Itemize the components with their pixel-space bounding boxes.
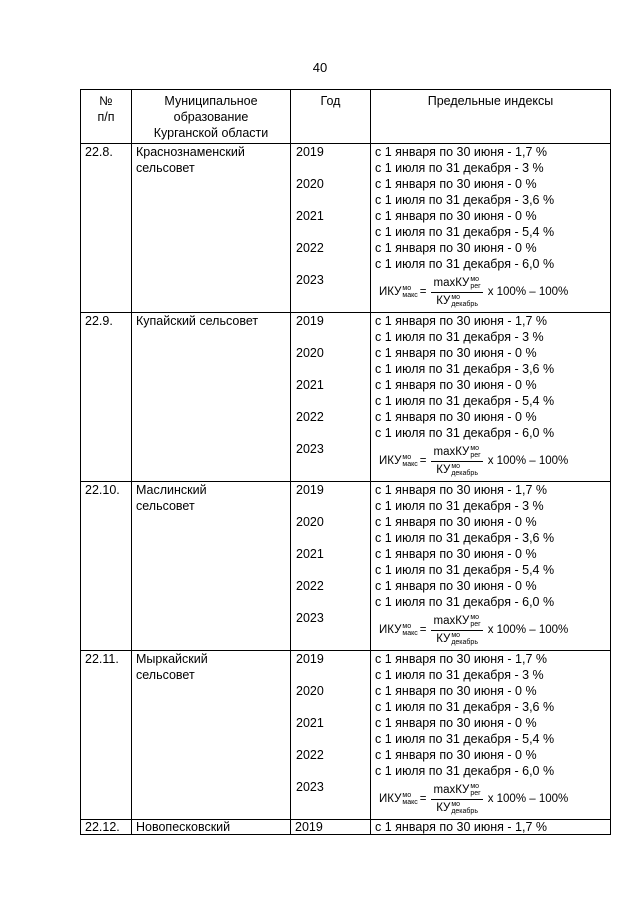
year-value: 2023 (296, 611, 324, 625)
year-value: 2019 (291, 820, 371, 835)
index-cell (371, 144, 611, 313)
index-line: с 1 июля по 31 декабря - 3,6 % (375, 362, 555, 376)
index-line: с 1 июля по 31 декабря - 6,0 % (375, 426, 555, 440)
index-line: с 1 января по 30 июня - 0 % (375, 346, 537, 360)
year-value: 2020 (296, 684, 324, 698)
formula: ИКУ мо макс = maxКУ мо рег КУ мо декабрь x 100% – 100% (379, 614, 569, 646)
index-line: с 1 января по 30 июня - 1,7 % (375, 145, 547, 159)
index-line: с 1 января по 30 июня - 0 % (375, 579, 537, 593)
year-value: 2019 (296, 145, 324, 159)
index-line: с 1 января по 30 июня - 1,7 % (371, 820, 611, 835)
page-number: 40 (312, 60, 328, 75)
index-line: с 1 июля по 31 декабря - 3,6 % (375, 700, 555, 714)
index-line: с 1 июля по 31 декабря - 3,6 % (375, 193, 555, 207)
year-value: 2019 (296, 483, 324, 497)
year-value: 2020 (296, 346, 324, 360)
header-index: Предельные индексы (371, 90, 611, 144)
municipality-name: Маслинский сельсовет (132, 482, 291, 651)
index-line: с 1 июля по 31 декабря - 3 % (375, 161, 544, 175)
index-cell (371, 482, 611, 651)
formula: ИКУ мо макс = maxКУ мо рег КУ мо декабрь x 100% – 100% (379, 445, 569, 477)
year-value: 2021 (296, 716, 324, 730)
year-cell (291, 144, 371, 313)
formula-fraction: maxКУ мо рег КУ мо декабрь (433, 445, 481, 477)
year-value: 2021 (296, 378, 324, 392)
header-municipality: Муниципальное образование Курганской области (132, 90, 291, 144)
index-line: с 1 января по 30 июня - 0 % (375, 241, 537, 255)
year-value: 2021 (296, 547, 324, 561)
index-line: с 1 января по 30 июня - 0 % (375, 209, 537, 223)
year-value: 2021 (296, 209, 324, 223)
row-number: 22.11. (81, 651, 132, 820)
municipality-name: Мыркайский сельсовет (132, 651, 291, 820)
formula-fraction: maxКУ мо рег КУ мо декабрь (433, 276, 481, 308)
row-number: 22.9. (81, 313, 132, 482)
index-line: с 1 января по 30 июня - 1,7 % (375, 314, 547, 328)
index-line: с 1 июля по 31 декабря - 3,6 % (375, 531, 555, 545)
table-row (81, 651, 611, 820)
index-cell (371, 313, 611, 482)
formula: ИКУ мо макс = maxКУ мо рег КУ мо декабрь x 100% – 100% (379, 276, 569, 308)
index-line: с 1 июля по 31 декабря - 5,4 % (375, 732, 555, 746)
year-value: 2022 (296, 579, 324, 593)
index-line: с 1 июля по 31 декабря - 6,0 % (375, 764, 555, 778)
header-year: Год (291, 90, 371, 144)
index-line: с 1 июля по 31 декабря - 5,4 % (375, 394, 555, 408)
index-line: с 1 января по 30 июня - 0 % (375, 177, 537, 191)
formula-fraction: maxКУ мо рег КУ мо декабрь (433, 783, 481, 815)
year-value: 2020 (296, 515, 324, 529)
index-line: с 1 июля по 31 декабря - 3 % (375, 668, 544, 682)
index-line: с 1 января по 30 июня - 0 % (375, 684, 537, 698)
index-line: с 1 января по 30 июня - 0 % (375, 378, 537, 392)
index-line: с 1 июля по 31 декабря - 3 % (375, 330, 544, 344)
table-header-row (81, 90, 611, 144)
year-value: 2019 (296, 652, 324, 666)
header-num: № п/п (81, 90, 132, 144)
index-line: с 1 января по 30 июня - 0 % (375, 716, 537, 730)
year-value: 2019 (296, 314, 324, 328)
index-line: с 1 июля по 31 декабря - 3 % (375, 499, 544, 513)
table-row (81, 144, 611, 313)
year-cell (291, 651, 371, 820)
row-number: 22.8. (81, 144, 132, 313)
year-value: 2023 (296, 442, 324, 456)
limit-indices-table (80, 89, 611, 835)
year-value: 2022 (296, 748, 324, 762)
index-line: с 1 января по 30 июня - 0 % (375, 410, 537, 424)
year-value: 2022 (296, 241, 324, 255)
index-line: с 1 июля по 31 декабря - 6,0 % (375, 257, 555, 271)
table-row (81, 482, 611, 651)
year-cell (291, 482, 371, 651)
index-line: с 1 января по 30 июня - 0 % (375, 515, 537, 529)
index-line: с 1 января по 30 июня - 1,7 % (375, 483, 547, 497)
table-row (81, 820, 611, 835)
municipality-name: Купайский сельсовет (132, 313, 291, 482)
year-value: 2022 (296, 410, 324, 424)
index-line: с 1 января по 30 июня - 1,7 % (375, 652, 547, 666)
year-value: 2023 (296, 780, 324, 794)
formula-fraction: maxКУ мо рег КУ мо декабрь (433, 614, 481, 646)
index-line: с 1 января по 30 июня - 0 % (375, 748, 537, 762)
index-line: с 1 июля по 31 декабря - 5,4 % (375, 225, 555, 239)
year-cell (291, 313, 371, 482)
row-number: 22.12. (81, 820, 132, 835)
formula: ИКУ мо макс = maxКУ мо рег КУ мо декабрь x 100% – 100% (379, 783, 569, 815)
index-cell (371, 651, 611, 820)
index-line: с 1 января по 30 июня - 0 % (375, 547, 537, 561)
row-number: 22.10. (81, 482, 132, 651)
year-value: 2023 (296, 273, 324, 287)
index-line: с 1 июля по 31 декабря - 6,0 % (375, 595, 555, 609)
municipality-name: Новопесковский (132, 820, 291, 835)
index-line: с 1 июля по 31 декабря - 5,4 % (375, 563, 555, 577)
municipality-name: Краснознаменский сельсовет (132, 144, 291, 313)
year-value: 2020 (296, 177, 324, 191)
table-row (81, 313, 611, 482)
